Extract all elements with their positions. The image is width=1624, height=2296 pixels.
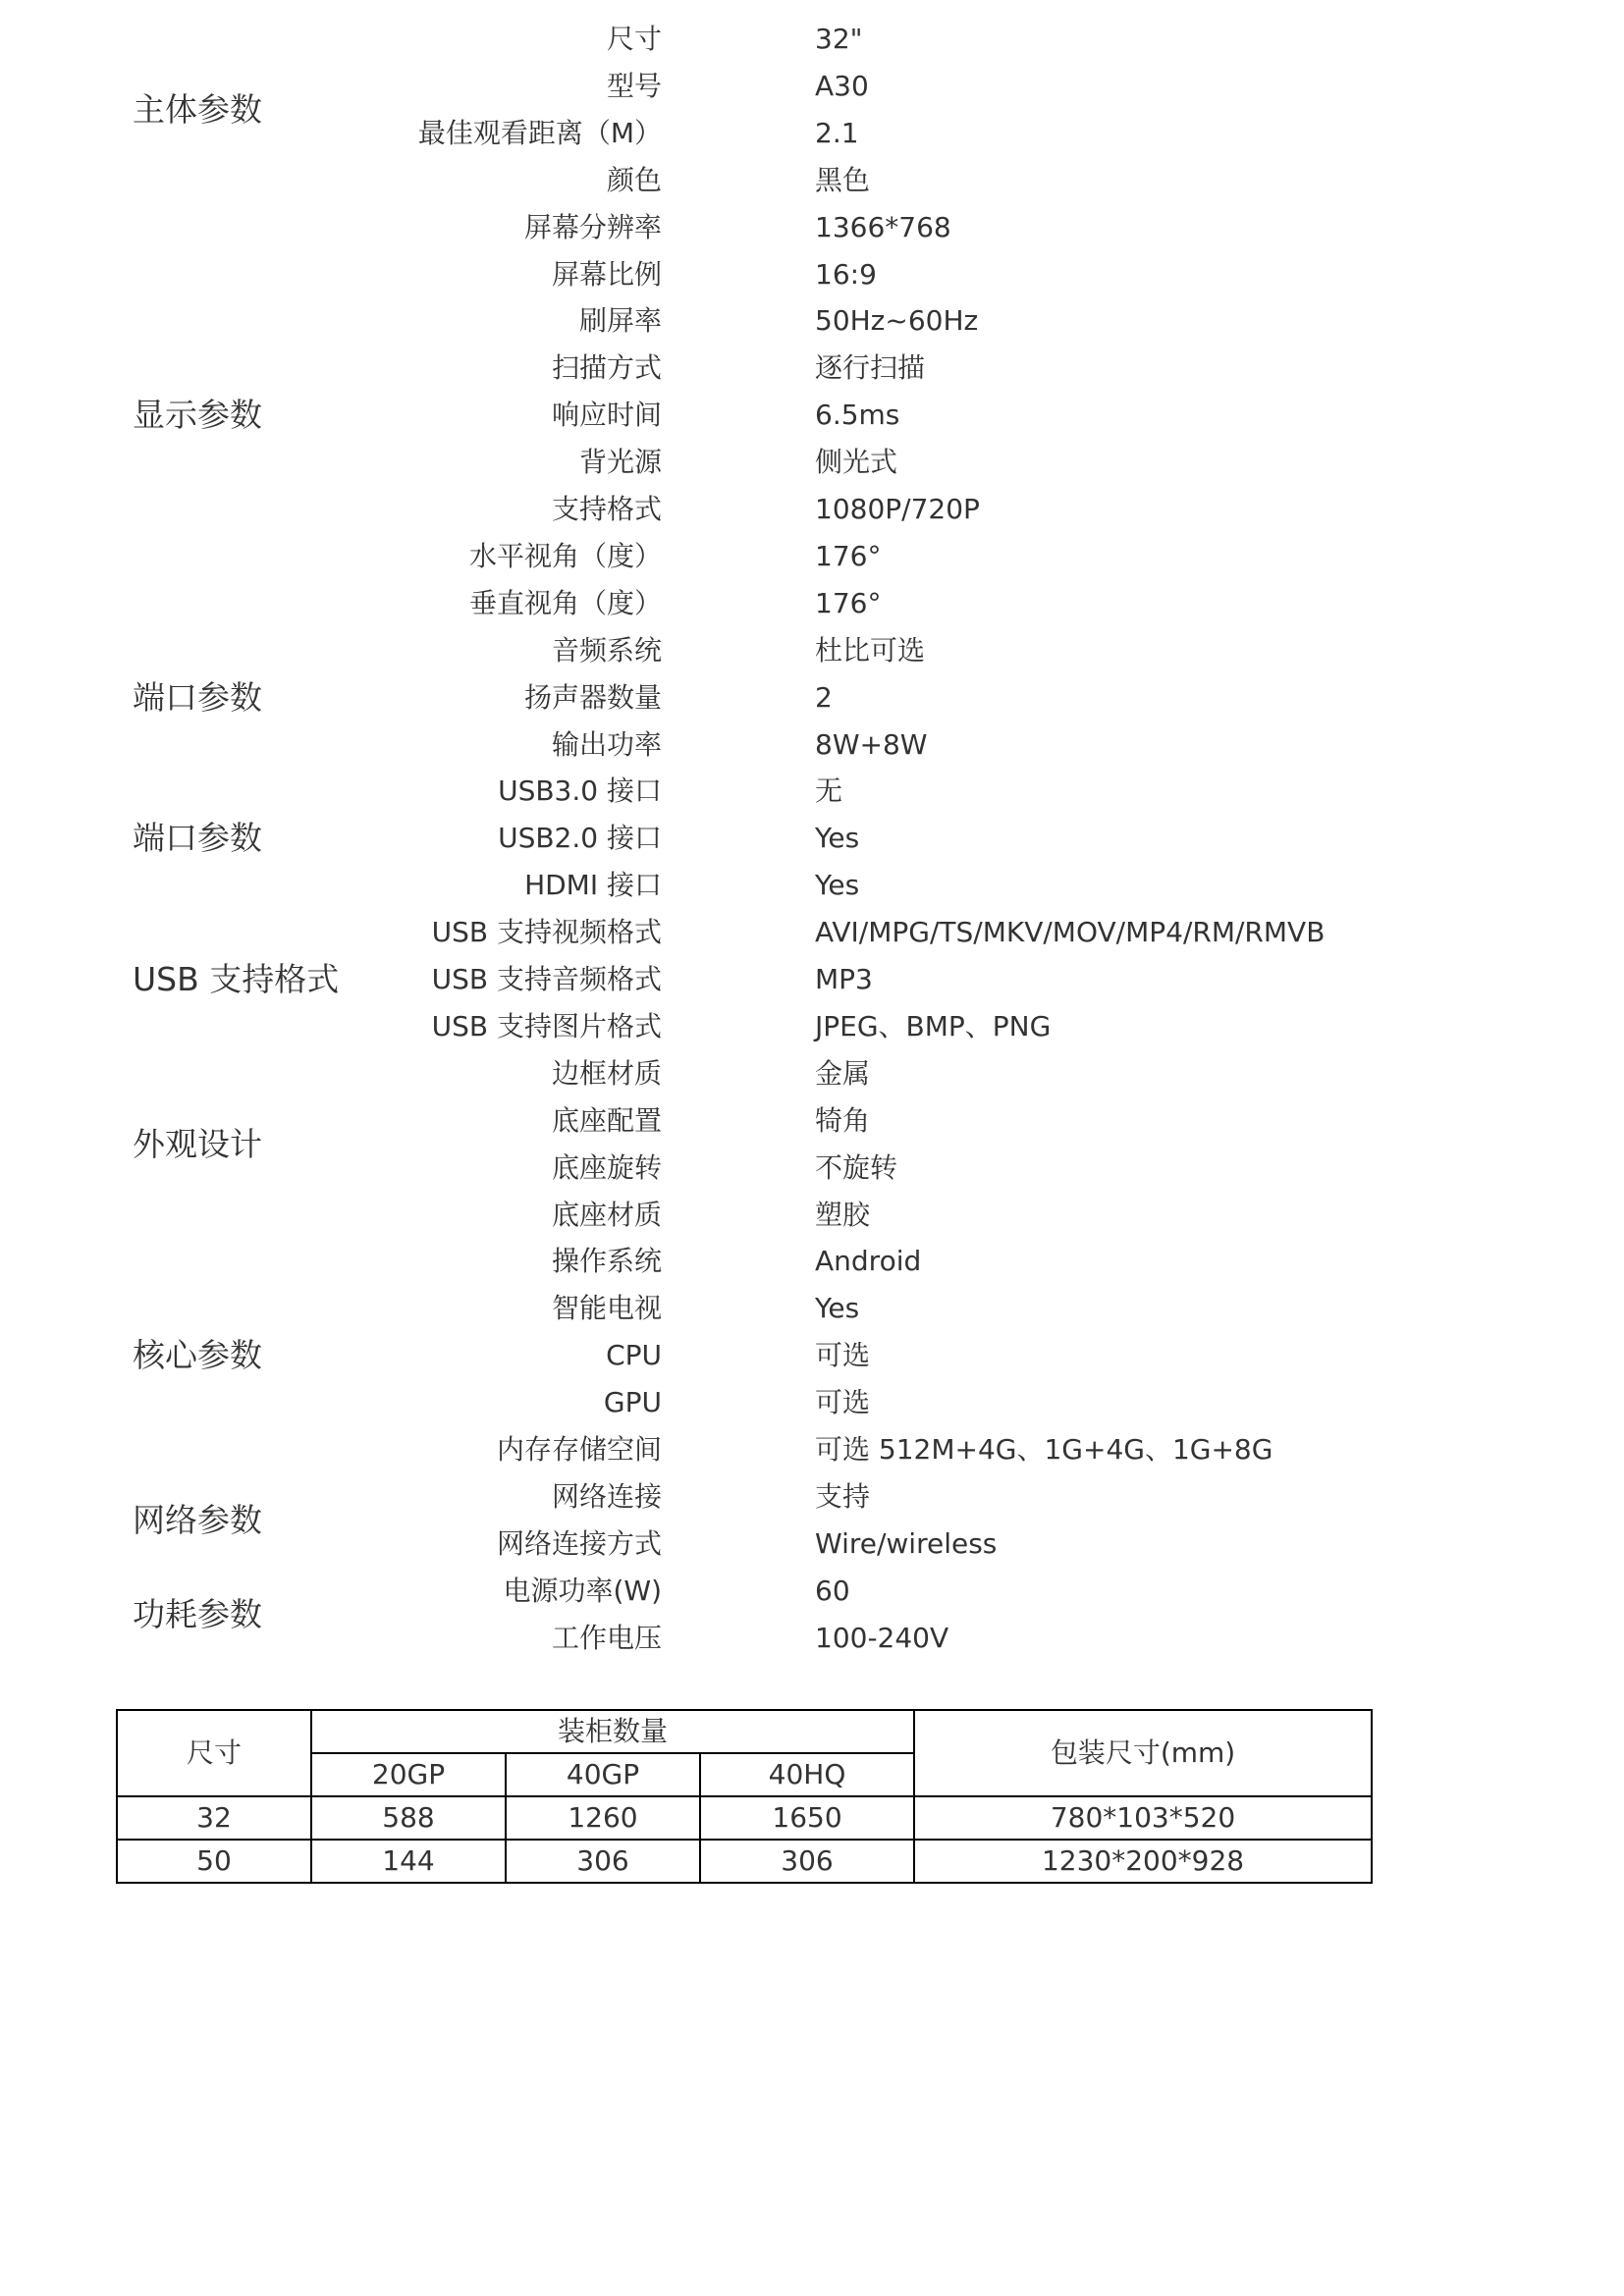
spec-group-label: 功耗参数 — [133, 1594, 262, 1633]
container-type-40gp: 40GP — [506, 1753, 700, 1796]
spec-label: 边框材质 — [551, 1056, 662, 1090]
spec-label: 最佳观看距离（M） — [417, 116, 662, 149]
container-type-20gp: 20GP — [311, 1753, 506, 1796]
spec-label: USB 支持视频格式 — [431, 916, 662, 949]
spec-label: 水平视角（度） — [468, 539, 662, 572]
spec-label: 响应时间 — [551, 399, 662, 432]
spec-label: CPU — [606, 1339, 662, 1372]
spec-group-label: 外观设计 — [133, 1124, 262, 1163]
spec-label: 颜色 — [606, 163, 662, 196]
spec-value: AVI/MPG/TS/MKV/MOV/MP4/RM/RMVB — [815, 916, 1326, 949]
spec-row — [0, 157, 1624, 204]
spec-label: USB3.0 接口 — [498, 774, 662, 808]
spec-label: 型号 — [606, 69, 662, 102]
spec-label: 工作电压 — [551, 1621, 662, 1654]
spec-value: Android — [815, 1245, 922, 1278]
spec-value: 50Hz~60Hz — [815, 304, 979, 338]
spec-value: 可选 512M+4G、1G+4G、1G+8G — [815, 1433, 1273, 1466]
spec-row — [0, 1426, 1624, 1473]
spec-row — [0, 533, 1624, 580]
spec-value: Yes — [815, 822, 860, 855]
spec-value: 无 — [815, 774, 843, 808]
spec-label: 屏幕分辨率 — [523, 210, 662, 243]
spec-value: 可选 — [815, 1386, 871, 1419]
qty-20gp-cell: 144 — [311, 1840, 506, 1883]
spec-value: 176° — [815, 586, 882, 619]
container-header: 装柜数量 — [311, 1710, 914, 1753]
qty-40gp-cell: 1260 — [506, 1796, 700, 1840]
spec-value: 犄角 — [815, 1103, 871, 1137]
spec-value: 逐行扫描 — [815, 351, 926, 385]
package-size-cell: 780*103*520 — [914, 1796, 1372, 1840]
spec-value: 1080P/720P — [815, 493, 980, 525]
spec-value: 16:9 — [815, 257, 877, 291]
spec-label: GPU — [603, 1386, 662, 1419]
spec-value: Yes — [815, 869, 860, 902]
qty-40hq-cell: 1650 — [700, 1796, 914, 1840]
spec-row — [0, 909, 1624, 956]
spec-group-label: 端口参数 — [133, 677, 262, 717]
spec-row — [0, 345, 1624, 392]
spec-label: USB 支持音频格式 — [431, 963, 662, 995]
spec-label: 智能电视 — [551, 1292, 662, 1325]
spec-row — [0, 1192, 1624, 1239]
spec-value: 2.1 — [815, 116, 859, 149]
container-type-40hq: 40HQ — [700, 1753, 914, 1796]
spec-label: 电源功率(W) — [503, 1574, 662, 1607]
spec-row — [0, 721, 1624, 769]
spec-row — [0, 1285, 1624, 1332]
spec-row — [0, 204, 1624, 251]
spec-label: 网络连接方式 — [496, 1526, 662, 1560]
spec-value: MP3 — [815, 963, 873, 995]
spec-label: 扫描方式 — [551, 351, 662, 385]
package-header: 包装尺寸(mm) — [914, 1710, 1372, 1796]
spec-value: 2 — [815, 680, 833, 714]
spec-label: 操作系统 — [551, 1245, 662, 1278]
spec-group-label: USB 支持格式 — [133, 959, 340, 998]
spec-label: 刷屏率 — [578, 304, 662, 338]
spec-row — [0, 486, 1624, 533]
packing-table — [116, 1709, 1373, 1884]
spec-value: 不旋转 — [815, 1150, 898, 1184]
spec-value: 60 — [815, 1574, 850, 1607]
spec-group-label: 网络参数 — [133, 1500, 262, 1539]
spec-row — [0, 16, 1624, 63]
spec-label: 输出功率 — [551, 727, 662, 761]
spec-value: Wire/wireless — [815, 1526, 998, 1560]
spec-group-label: 端口参数 — [133, 819, 262, 858]
spec-label: HDMI 接口 — [524, 869, 662, 902]
spec-label: 音频系统 — [551, 633, 662, 667]
spec-value: 支持 — [815, 1479, 871, 1513]
spec-label: 垂直视角（度） — [468, 586, 662, 619]
spec-label: 底座旋转 — [551, 1150, 662, 1184]
spec-label: 尺寸 — [606, 23, 662, 55]
spec-label: 网络连接 — [551, 1479, 662, 1513]
spec-value: 100-240V — [815, 1621, 949, 1654]
spec-row — [0, 1379, 1624, 1426]
spec-label: USB2.0 接口 — [498, 822, 662, 855]
spec-value: 32" — [815, 23, 863, 55]
spec-value: 1366*768 — [815, 210, 951, 243]
spec-label: 底座材质 — [551, 1198, 662, 1231]
size-cell: 32 — [117, 1796, 311, 1840]
spec-label: 内存存储空间 — [496, 1433, 662, 1466]
spec-label: 扬声器数量 — [523, 680, 662, 714]
packing-header-row — [117, 1710, 1372, 1753]
qty-40gp-cell: 306 — [506, 1840, 700, 1883]
spec-value: 杜比可选 — [815, 633, 926, 667]
spec-label: 底座配置 — [551, 1103, 662, 1137]
spec-row — [0, 251, 1624, 298]
spec-row — [0, 580, 1624, 627]
size-header: 尺寸 — [117, 1710, 311, 1796]
table-row — [117, 1840, 1372, 1883]
spec-value: JPEG、BMP、PNG — [815, 1009, 1052, 1042]
spec-value: 金属 — [815, 1056, 871, 1090]
spec-value: 黑色 — [815, 163, 871, 196]
qty-40hq-cell: 306 — [700, 1840, 914, 1883]
spec-group-label: 核心参数 — [133, 1336, 262, 1375]
spec-row — [0, 1050, 1624, 1097]
spec-group-label: 主体参数 — [133, 89, 262, 129]
spec-label: 背光源 — [578, 446, 662, 479]
table-row — [117, 1796, 1372, 1840]
spec-value: 可选 — [815, 1339, 871, 1372]
spec-value: 176° — [815, 539, 882, 572]
spec-value: 塑胶 — [815, 1198, 871, 1231]
size-cell: 50 — [117, 1840, 311, 1883]
spec-label: 支持格式 — [551, 493, 662, 525]
qty-20gp-cell: 588 — [311, 1796, 506, 1840]
spec-value: 侧光式 — [815, 446, 898, 479]
spec-row — [0, 1238, 1624, 1285]
spec-value: 8W+8W — [815, 727, 928, 761]
spec-value: A30 — [815, 69, 869, 102]
spec-row — [0, 439, 1624, 486]
spec-label: USB 支持图片格式 — [431, 1009, 662, 1042]
spec-row — [0, 768, 1624, 815]
spec-value: 6.5ms — [815, 399, 900, 432]
spec-value: Yes — [815, 1292, 860, 1325]
package-size-cell: 1230*200*928 — [914, 1840, 1372, 1883]
spec-row — [0, 627, 1624, 674]
spec-label: 屏幕比例 — [551, 257, 662, 291]
spec-group-label: 显示参数 — [133, 396, 262, 435]
spec-row — [0, 862, 1624, 909]
spec-row — [0, 1003, 1624, 1050]
spec-row — [0, 297, 1624, 345]
